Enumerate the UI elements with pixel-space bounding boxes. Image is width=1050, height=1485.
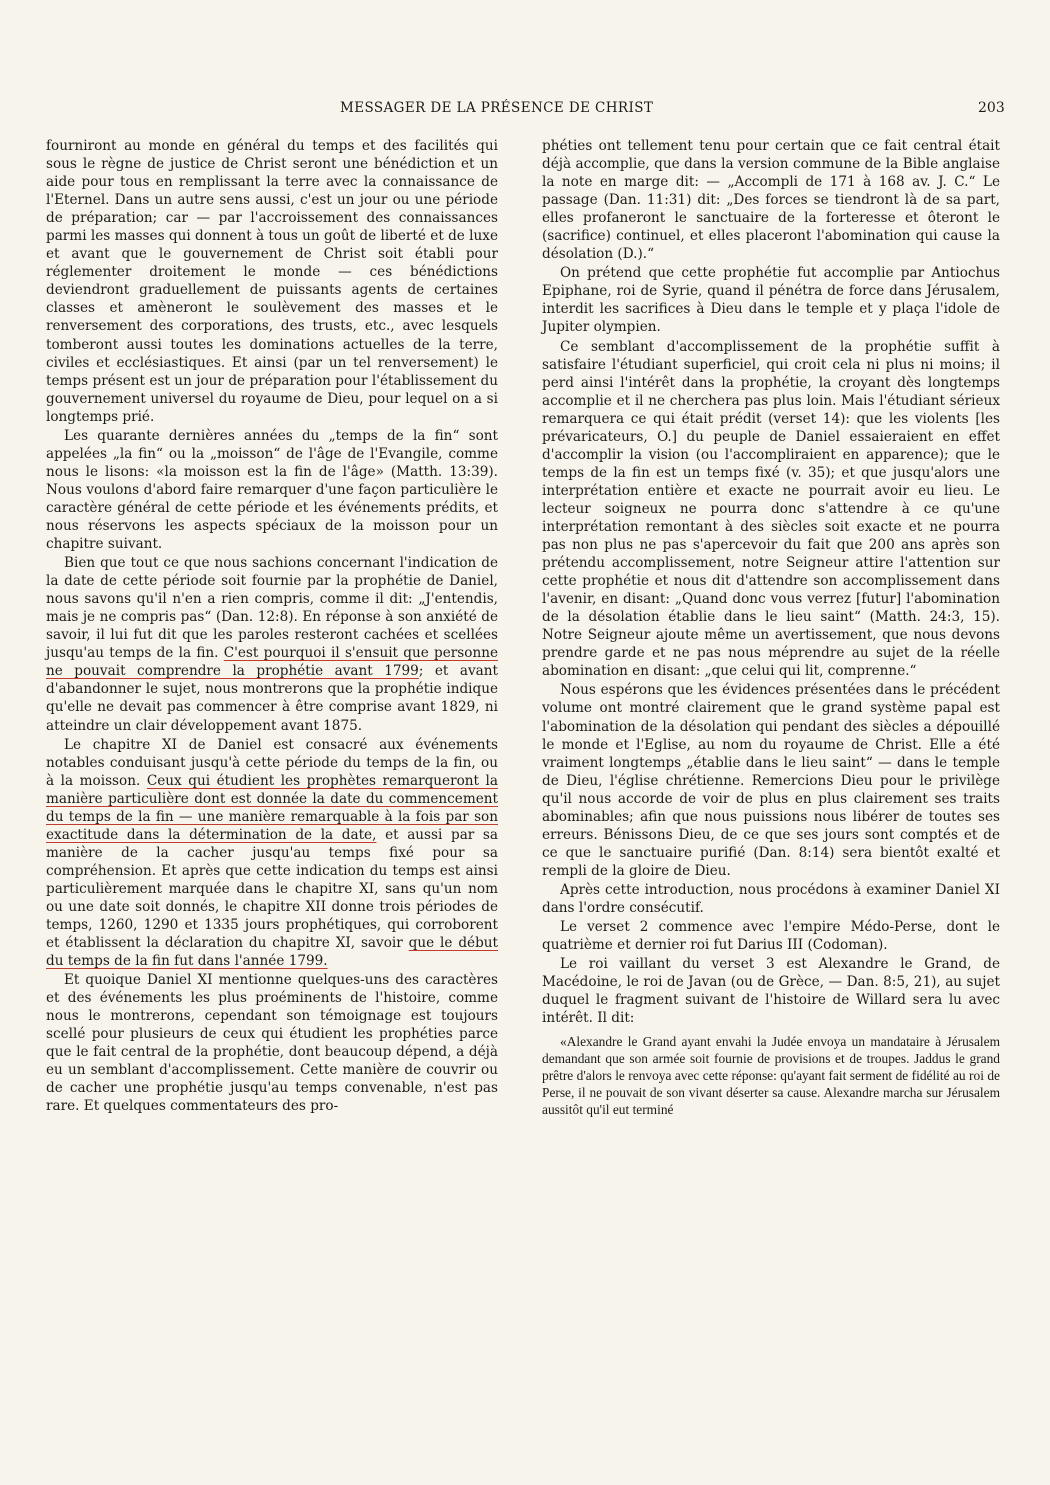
underlined-text: Ceux qui étudient les prophètes remarqueront la manière particulière dont est donnée la date du commencement du temps de la fin — une manière remarquable à la fois par son exactitude dans la détermination de la date,: [46, 772, 498, 843]
underlined-text: que le début du temps de la fin fut dans l'année 1799.: [46, 935, 499, 970]
quote-text: «Alexandre le Grand ayant envahi la Judée envoya un mandataire à Jérusalem demandant que son armée soit fournie de provisions et de troupes. Jaddus le grand prêtre d'alors le renvoya avec cette réponse: qu'ayant fait serment de fidélité au roi de Perse, il ne pouvait de son vivant déserter sa cause. Alexandre marcha sur Jérusalem aussitôt qu'il eut terminé: [542, 1034, 1000, 1118]
page-number: 203: [978, 100, 1005, 116]
paragraph-text: ; et avant d'abandonner le sujet, nous montrerons que la prophétie indique qu'elle ne devait pas commencer à être comprise avant 1829, ni atteindre un clair développement avant 1875.: [46, 663, 498, 734]
paragraph: [46, 736, 498, 971]
paragraph: Le verset 2 commence avec l'empire Médo-Perse, dont le quatrième et dernier roi fut Darius III (Codoman).: [542, 919, 1000, 954]
left-column: [46, 137, 498, 1116]
paragraph-text: Le chapitre XI de Daniel est consacré aux événements notables conduisant jusqu'à cette période du temps de la fin, ou à la moisson.: [46, 736, 498, 789]
paragraph: fourniront au monde en général du temps et des facilités qui sous le règne de justice de Christ seront une bénédiction et un aide pour tous en remplissant la terre avec la connaissance de l'Eternel. Dans un autre sens aussi, c'est un jour ou une période de préparation; car — par l'accroissement des connaissances parmi les masses qui donnent à tous un goût de liberté et de luxe et avant que le gouvernement de Christ soit établi pour réglementer droitement le monde — ces bénédictions deviendront graduellement de puissants agents de certaines classes et amèneront le soulèvement des masses et le renversement des corporations, des trusts, etc., avec lesquels tomberont aussi toutes les dominations actuelles de la terre, civiles et ecclésiastiques. Et ainsi (par un tel renversement) le temps présent est un jour de préparation pour l'établissement du gouvernement universel du royaume de Dieu, pour lequel on a si longtemps prié.: [46, 138, 498, 425]
paragraph-text: et aussi par sa manière de la cacher jusqu'au temps fixé pour sa compréhension. Et après que cette indication du temps est ainsi particulièrement marquée dans le chapitre XI, sans qu'un nom ou une date soit donnés, le chapitre XII donne trois périodes de temps, 1260, 1290 et 1335 jours prophétiques, qui corroborent et établissent la déclaration du chapitre XI, savoir: [46, 826, 499, 952]
right-column: [542, 137, 1000, 1118]
underlined-text: C'est pourquoi il s'ensuit que personne ne pouvait comprendre la prophétie avant 1799: [46, 645, 498, 680]
paragraph: phéties ont tellement tenu pour certain que ce fait central était déjà accomplie, que dans la version commune de la Bible anglaise la note en marge dit: — „Accompli de 171 à 168 av. J. C.“ Le passage (Dan. 11:31) dit: „Des forces se tiendront là de sa part, elles profaneront le sanctuaire de la forteresse et ôteront le (sacrifice) continuel, et elles placeront l'abomination qui cause la désolation (D.).“: [542, 138, 1000, 263]
paragraph: Les quarante dernières années du „temps de la fin“ sont appelées „la fin“ ou la „moisson“ de l'âge de l'Evangile, comme nous le lisons: «la moisson est la fin de l'âge» (Matth. 13:39). Nous voulons d'abord faire remarquer d'une façon particulière le caractère général de cette période et les événements prédits, et nous réservons les aspects spéciaux de la moisson pour un chapitre suivant.: [46, 427, 498, 553]
paragraph: Nous espérons que les évidences présentées dans le précédent volume ont montré clairement que le grand système papal est l'abomination de la désolation qui pendant des siècles a dépouillé le monde et l'Eglise, au nom du royaume de Christ. Elle a été vraiment longtemps „établie dans le lieu saint“ — dans le temple de Dieu, l'église chrétienne. Remercions Dieu pour le privilège qu'il nous accorde de voir de plus en plus clairement ses traits abominables; afin que nous puissions nous libérer de toutes ses erreurs. Bénissons Dieu, de ce que ses jours sont comptés et de ce que le sanctuaire purifié (Dan. 8:14) sera bientôt exalté et rempli de la gloire de Dieu.: [542, 682, 1000, 879]
paragraph-text: Bien que tout ce que nous sachions concernant l'indication de la date de cette période soit fournie par la prophétie de Daniel, nous savons qu'il n'en a rien compris, comme il dit: „J'entendis, mais je ne compris pas“ (Dan. 12:8). En réponse à son anxiété de savoir, il lui fut dit que les paroles resteront cachées et scellées jusqu'au temps de la fin.: [46, 555, 498, 662]
paragraph: Après cette introduction, nous procédons à examiner Daniel XI dans l'ordre consécutif.: [542, 881, 1000, 916]
paragraph: Le roi vaillant du verset 3 est Alexandre le Grand, de Macédoine, le roi de Javan (ou de Grèce, — Dan. 8:5, 21), au sujet duquel le fragment suivant de l'histoire de Willard sera lu avec intérêt. Il dit:: [542, 956, 1000, 1027]
paragraph: Et quoique Daniel XI mentionne quelques-uns des caractères et des événements les plus proéminents de l'histoire, comme nous le montrerons, cependant son témoignage est toujours scellé pour plusieurs de ceux qui étudient les prophéties parce que le fait central de la prophétie, dont beaucoup dépend, a déjà eu un semblant d'accomplissement. Cette manière de couvrir ou de cacher une prophétie jusqu'au temps convenable, n'est pas rare. Et quelques commentateurs des pro-: [46, 972, 498, 1115]
paragraph: On prétend que cette prophétie fut accomplie par Antiochus Epiphane, roi de Syrie, quand il pénétra de force dans Jérusalem, interdit les sacrifices à Dieu dans le temple et y plaça l'idole de Jupiter olympien.: [542, 265, 1000, 336]
running-title: MESSAGER DE LA PRÉSENCE DE CHRIST: [340, 100, 654, 116]
paragraph: [46, 554, 498, 734]
paragraph: Ce semblant d'accomplissement de la prophétie suffit à satisfaire l'étudiant superficiel, qui croit cela ni plus ni moins; il perd ainsi l'intérêt dans la prophétie, la croyant dès longtemps accomplie et il ne cherchera pas plus loin. Mais l'étudiant sérieux remarquera ce qui était prédit (verset 14): que les violents [les prévaricateurs, O.] du peuple de Daniel essaieraient en effet d'accomplir la vision (ou l'accompliraient en apparence); que le temps de la fin est un temps fixé (v. 35); et que jusqu'alors une interprétation entière et exacte ne pourrait avoir eu lieu. Le lecteur soigneux ne pourra donc s'attendre à ce qu'une interprétation remontant à des siècles soit exacte et ne pourra pas non plus ne pas s'apercevoir du fait que 200 ans après son prétendu accomplissement, notre Seigneur attire l'attention sur cette prophétie et nous dit d'attendre son accomplissement dans l'avenir, en disant: „Quand donc vous verrez [futur] l'abomination de la désolation établie dans le lieu saint“ (Matth. 24:3, 15). Notre Seigneur ajoute même un avertissement, que nous devons prendre garde et ne pas nous méprendre au sujet de la réelle abomination en disant: „que celui qui lit, comprenne.“: [542, 338, 1000, 680]
block-quote: [542, 1033, 1000, 1118]
